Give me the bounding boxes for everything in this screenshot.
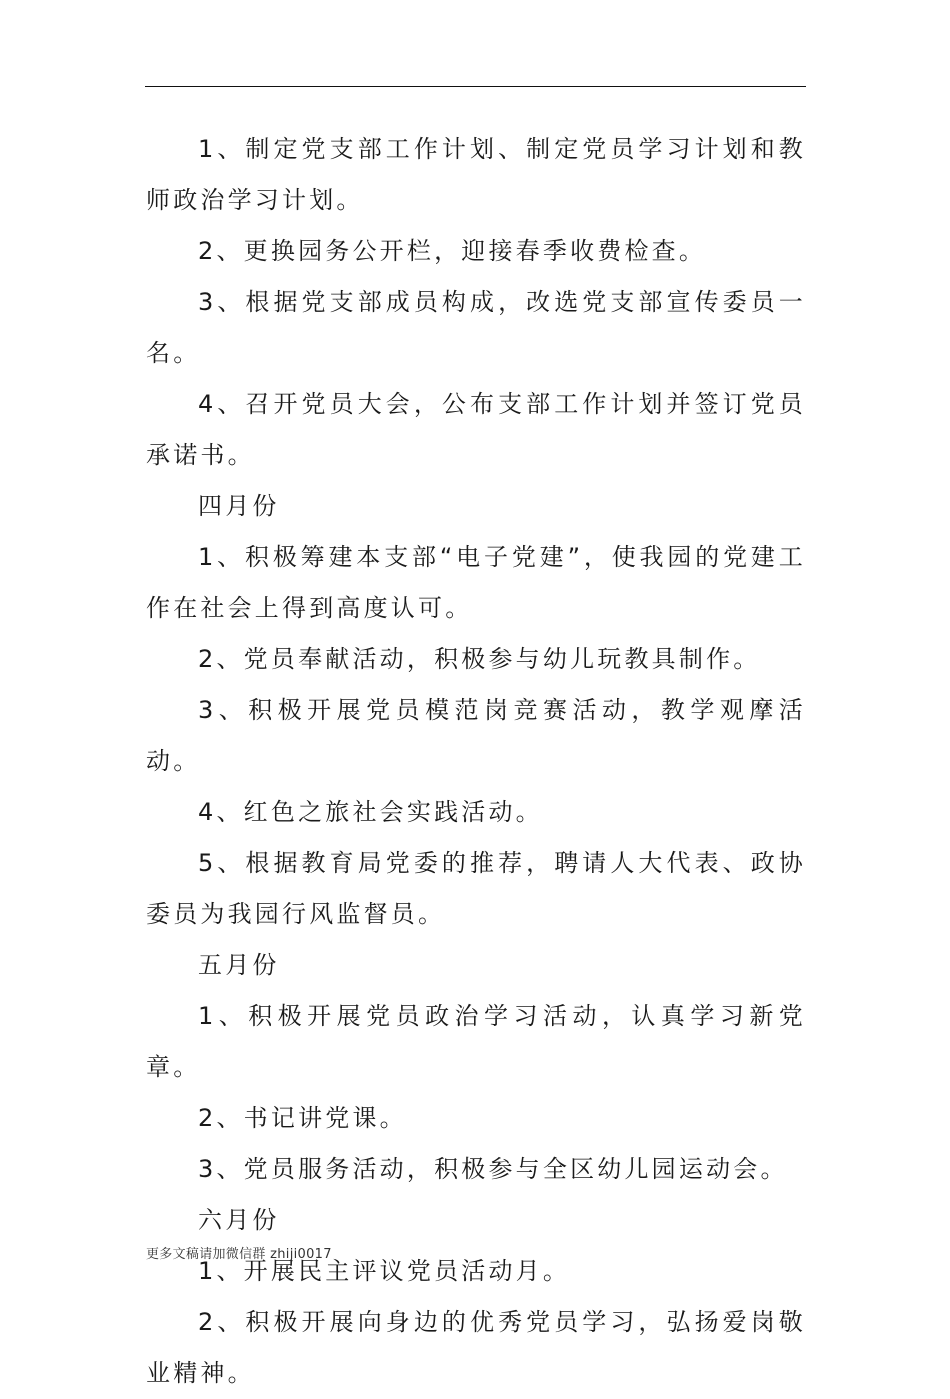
paragraph: 4、召开党员大会，公布支部工作计划并签订党员承诺书。	[146, 390, 806, 469]
footer-note: 更多文稿请加微信群 zhiji0017	[146, 1247, 332, 1262]
paragraph: 1、积极开展党员政治学习活动，认真学习新党章。	[146, 1002, 806, 1081]
paragraph: 2、书记讲党课。	[198, 1104, 407, 1132]
section-heading-may: 五月份	[198, 951, 280, 979]
section-heading-april: 四月份	[198, 492, 280, 520]
paragraph: 1、制定党支部工作计划、制定党员学习计划和教师政治学习计划。	[146, 135, 806, 214]
paragraph: 3、积极开展党员模范岗竞赛活动，教学观摩活动。	[146, 696, 806, 775]
paragraph: 1、开展民主评议党员活动月。	[198, 1257, 571, 1285]
paragraph: 1、积极筹建本支部“电子党建”，使我园的党建工作在社会上得到高度认可。	[146, 543, 806, 622]
paragraph: 3、党员服务活动，积极参与全区幼儿园运动会。	[198, 1155, 788, 1183]
document-body	[146, 124, 806, 1399]
header-rule	[145, 86, 806, 87]
paragraph: 4、红色之旅社会实践活动。	[198, 798, 543, 826]
paragraph: 3、根据党支部成员构成，改选党支部宣传委员一名。	[146, 288, 806, 367]
paragraph: 5、根据教育局党委的推荐，聘请人大代表、政协委员为我园行风监督员。	[146, 849, 806, 928]
paragraph: 2、更换园务公开栏，迎接春季收费检查。	[198, 237, 707, 265]
section-heading-june: 六月份	[198, 1206, 280, 1234]
paragraph: 2、积极开展向身边的优秀党员学习，弘扬爱岗敬业精神。	[146, 1308, 806, 1387]
paragraph: 2、党员奉献活动，积极参与幼儿玩教具制作。	[198, 645, 761, 673]
